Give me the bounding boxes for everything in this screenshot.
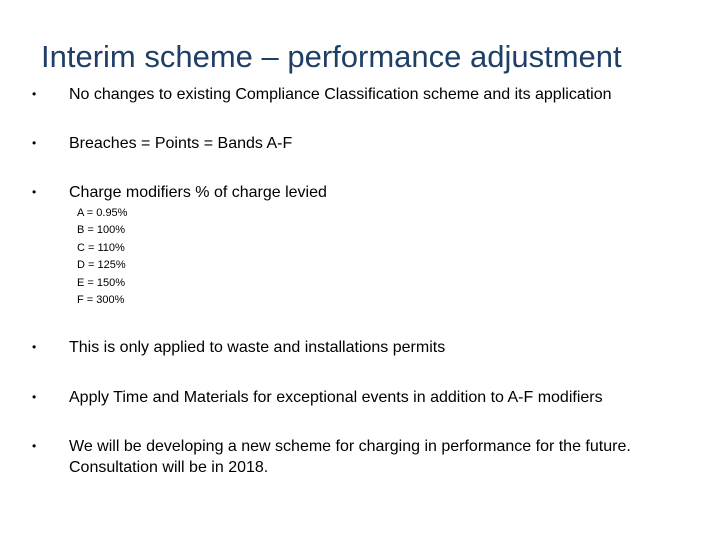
bullet-item	[30, 387, 690, 408]
bullet-item	[30, 337, 690, 358]
charge-modifier-list	[77, 205, 127, 309]
bullet-dot: •	[32, 439, 37, 453]
bullet-text: This is only applied to waste and installations permits	[69, 339, 446, 356]
charge-modifier-item: C = 110%	[77, 241, 125, 254]
bullet-text: We will be developing a new scheme for charging in performance for the future. Consultation will be in 2018.	[69, 438, 631, 476]
bullet-dot: •	[32, 136, 37, 150]
bullet-text: Breaches = Points = Bands A-F	[69, 135, 293, 152]
bullet-dot: •	[32, 340, 37, 354]
charge-modifier-item: F = 300%	[77, 294, 125, 307]
bullet-item	[30, 182, 690, 203]
charge-modifier-item: B = 100%	[77, 224, 126, 237]
charge-modifier-item: D = 125%	[77, 259, 126, 272]
bullet-text: No changes to existing Compliance Classification scheme and its application	[69, 86, 612, 103]
bullet-item	[30, 133, 690, 154]
bullet-text: Charge modifiers % of charge levied	[69, 184, 327, 201]
charge-modifier-item: A = 0.95%	[77, 207, 128, 219]
bullet-item	[30, 84, 690, 105]
bullet-dot: •	[32, 185, 37, 199]
bullet-dot: •	[32, 390, 37, 404]
charge-modifier-item: E = 150%	[77, 276, 126, 289]
slide-title: Interim scheme – performance adjustment	[41, 39, 622, 74]
bullet-item	[30, 436, 650, 478]
bullet-text: Apply Time and Materials for exceptional events in addition to A-F modifiers	[69, 389, 603, 406]
bullet-dot: •	[32, 87, 37, 101]
